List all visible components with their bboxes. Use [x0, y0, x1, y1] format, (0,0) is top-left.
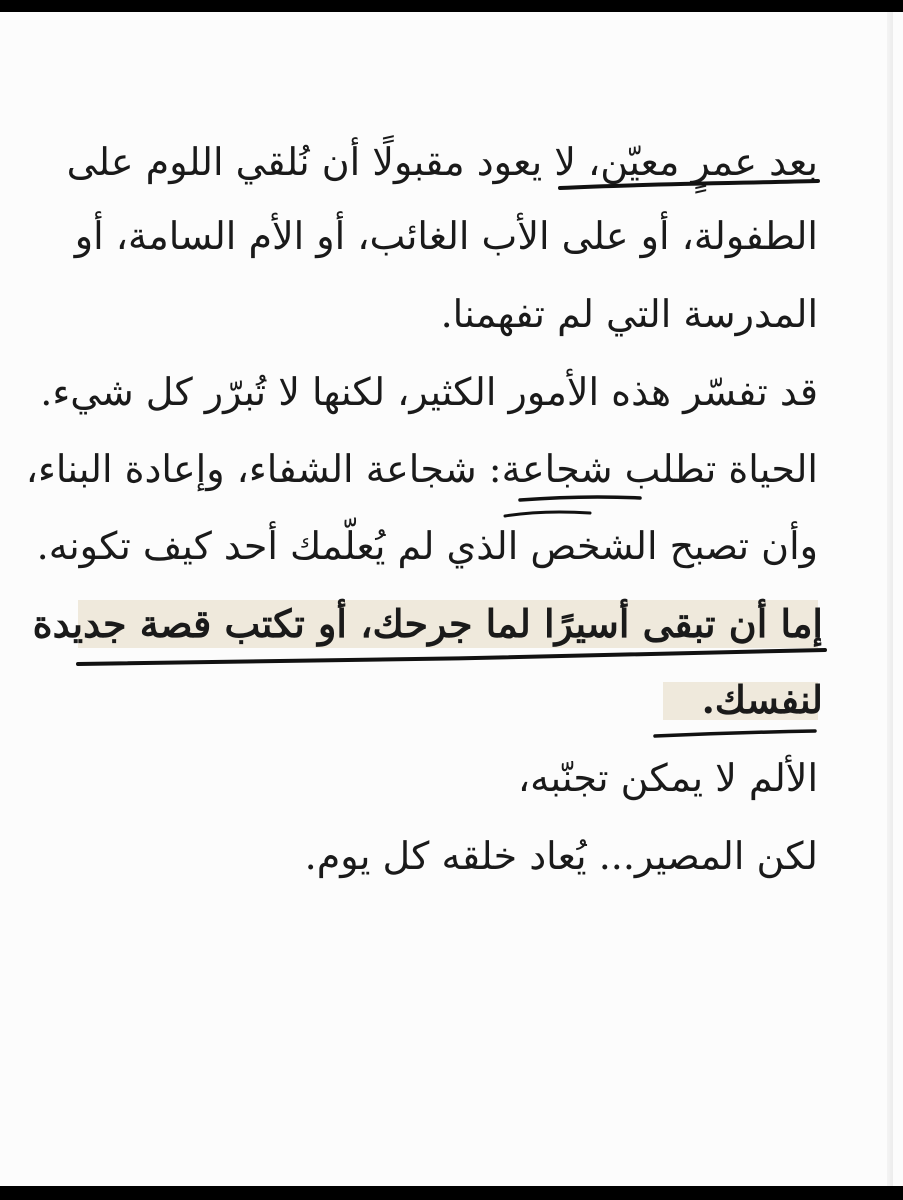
text-line-2: الطفولة، أو على الأب الغائب، أو الأم السامة، أو	[74, 214, 818, 258]
text-line-3: المدرسة التي لم تفهمنا.	[440, 292, 818, 336]
top-border	[0, 0, 903, 12]
highlighted-line-2: لنفسك.	[701, 677, 823, 722]
text-line-10: لكن المصير... يُعاد خلقه كل يوم.	[304, 834, 818, 878]
bottom-border	[0, 1186, 903, 1200]
page-edge-shadow	[887, 12, 893, 1186]
text-line-9: الألم لا يمكن تجنّبه،	[517, 756, 818, 800]
book-page	[0, 12, 903, 1186]
text-line-5: الحياة تطلب شجاعة: شجاعة الشفاء، وإعادة البناء،	[25, 447, 818, 491]
highlighted-line-1: إما أن تبقى أسيرًا لما جرحك، أو تكتب قصة جديدة	[32, 601, 823, 646]
text-line-1: بعد عمرٍ معيّن، لا يعود مقبولًا أن نُلقي اللوم على	[66, 140, 818, 184]
text-line-6: وأن تصبح الشخص الذي لم يُعلّمك أحد كيف تكونه.	[36, 524, 818, 568]
text-line-4: قد تفسّر هذه الأمور الكثير، لكنها لا تُبرّر كل شيء.	[40, 370, 818, 414]
